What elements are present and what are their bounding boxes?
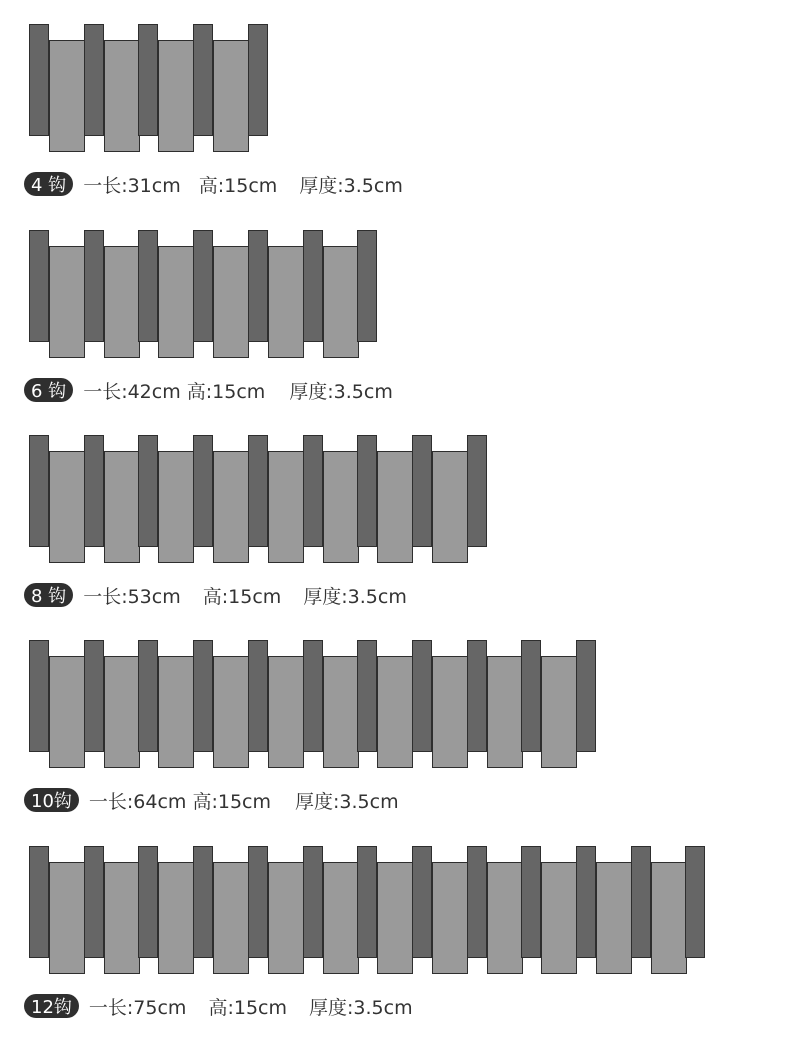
rack-illustration [0, 24, 790, 159]
hook-slat [213, 246, 249, 358]
frame-post [248, 435, 268, 547]
hook-slat [487, 656, 523, 768]
hook-slat [268, 246, 304, 358]
hook-count-badge: 12钩 [24, 994, 79, 1018]
frame-post [576, 640, 596, 752]
hook-slat [158, 656, 194, 768]
hook-slat [268, 451, 304, 563]
hook-slat [158, 862, 194, 974]
hook-slat [432, 451, 468, 563]
frame-post [84, 640, 104, 752]
frame-post [631, 846, 651, 958]
frame-post [357, 846, 377, 958]
frame-post [84, 24, 104, 136]
rack-illustration [0, 435, 790, 570]
hook-slat [213, 451, 249, 563]
height-spec: 高:15cm [208, 996, 287, 1019]
height-spec: 高:15cm [198, 174, 278, 197]
spec-row [24, 787, 399, 813]
hook-slat [49, 451, 85, 563]
depth-spec: 厚度:3.5cm [303, 585, 407, 608]
frame-post [29, 640, 49, 752]
rack-illustration [0, 640, 790, 775]
length-spec: 一长:64cm [88, 790, 187, 813]
frame-post [248, 24, 268, 136]
depth-spec: 厚度:3.5cm [295, 790, 399, 813]
frame-post [193, 846, 213, 958]
hook-slat [104, 246, 140, 358]
hook-count-badge: 10钩 [24, 788, 79, 812]
frame-post [248, 846, 268, 958]
hook-slat [213, 40, 249, 152]
hook-slat [541, 656, 577, 768]
frame-post [193, 640, 213, 752]
length-spec: 一长:75cm [88, 996, 187, 1019]
hook-slat [49, 862, 85, 974]
length-spec: 一长:31cm [83, 174, 181, 197]
hook-count-badge: 6 钩 [24, 378, 73, 402]
length-spec: 一长:42cm [83, 380, 181, 403]
hook-slat [432, 656, 468, 768]
hook-slat [104, 656, 140, 768]
frame-post [412, 435, 432, 547]
hook-slat [487, 862, 523, 974]
hook-slat [158, 451, 194, 563]
frame-post [303, 230, 323, 342]
frame-post [248, 230, 268, 342]
height-spec: 高:15cm [186, 380, 266, 403]
frame-post [84, 846, 104, 958]
frame-post [521, 846, 541, 958]
frame-post [138, 230, 158, 342]
spec-row [24, 377, 393, 403]
hook-slat [377, 451, 413, 563]
frame-post [357, 640, 377, 752]
frame-post [29, 24, 49, 136]
hook-slat [49, 40, 85, 152]
hook-slat [158, 40, 194, 152]
rack-illustration [0, 846, 790, 981]
hook-slat [213, 656, 249, 768]
spec-row [24, 993, 413, 1019]
frame-post [685, 846, 705, 958]
hook-slat [158, 246, 194, 358]
frame-post [576, 846, 596, 958]
hook-slat [323, 246, 359, 358]
frame-post [29, 230, 49, 342]
frame-post [303, 640, 323, 752]
depth-spec: 厚度:3.5cm [309, 996, 413, 1019]
hook-slat [49, 246, 85, 358]
frame-post [248, 640, 268, 752]
hook-slat [104, 862, 140, 974]
depth-spec: 厚度:3.5cm [299, 174, 403, 197]
frame-post [193, 24, 213, 136]
frame-post [193, 435, 213, 547]
hook-slat [432, 862, 468, 974]
frame-post [357, 435, 377, 547]
frame-post [467, 435, 487, 547]
frame-post [138, 846, 158, 958]
length-spec: 一长:53cm [83, 585, 181, 608]
frame-post [29, 435, 49, 547]
frame-post [193, 230, 213, 342]
hook-slat [541, 862, 577, 974]
hook-slat [596, 862, 632, 974]
depth-spec: 厚度:3.5cm [289, 380, 393, 403]
frame-post [303, 846, 323, 958]
frame-post [138, 435, 158, 547]
hook-slat [49, 656, 85, 768]
frame-post [138, 640, 158, 752]
height-spec: 高:15cm [202, 585, 282, 608]
hook-slat [651, 862, 687, 974]
hook-slat [104, 451, 140, 563]
frame-post [138, 24, 158, 136]
frame-post [467, 640, 487, 752]
hook-count-badge: 4 钩 [24, 172, 73, 196]
frame-post [412, 640, 432, 752]
hook-slat [377, 862, 413, 974]
hook-slat [323, 451, 359, 563]
frame-post [467, 846, 487, 958]
frame-post [521, 640, 541, 752]
spec-row [24, 171, 403, 197]
hook-slat [323, 656, 359, 768]
hook-slat [104, 40, 140, 152]
hook-count-badge: 8 钩 [24, 583, 73, 607]
frame-post [412, 846, 432, 958]
frame-post [303, 435, 323, 547]
height-spec: 高:15cm [192, 790, 271, 813]
frame-post [84, 435, 104, 547]
hook-slat [377, 656, 413, 768]
hook-slat [323, 862, 359, 974]
frame-post [29, 846, 49, 958]
hook-slat [268, 862, 304, 974]
spec-row [24, 582, 407, 608]
hook-slat [213, 862, 249, 974]
frame-post [84, 230, 104, 342]
rack-illustration [0, 230, 790, 365]
frame-post [357, 230, 377, 342]
hook-slat [268, 656, 304, 768]
